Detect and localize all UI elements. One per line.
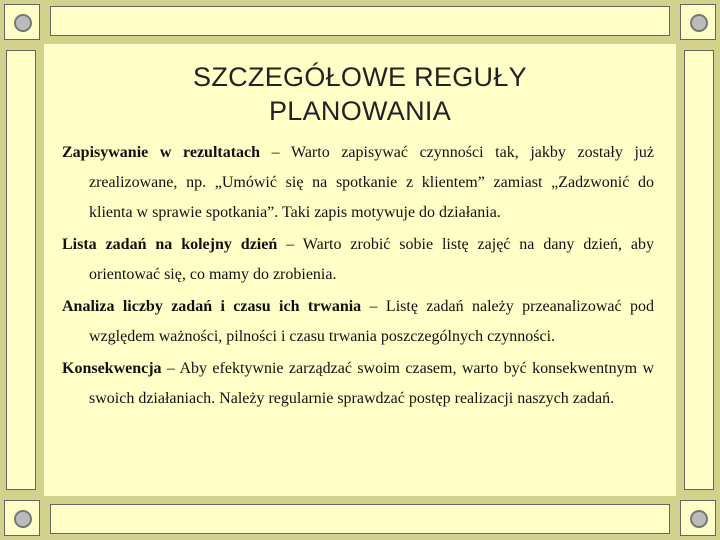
- frame-rail-right: [684, 50, 714, 490]
- corner-rivet-icon: [680, 4, 716, 40]
- slide-title: [44, 60, 676, 128]
- rule-paragraph: [62, 292, 654, 352]
- corner-rivet-icon: [4, 500, 40, 536]
- slide-title-line-1: SZCZEGÓŁOWE REGUŁY: [193, 62, 527, 92]
- frame-rail-bottom: [50, 504, 670, 534]
- rule-description: – Aby efektywnie zarządzać swoim czasem, warto być konsekwentnym w swoich działaniach. Należy regularnie sprawdzać postęp realizacji naszych zadań.: [89, 360, 654, 407]
- rule-term: Konsekwencja: [62, 360, 162, 377]
- slide-title-line-2: PLANOWANIA: [268, 96, 452, 126]
- frame-rail-left: [6, 50, 36, 490]
- rule-description: – Warto zrobić sobie listę zajęć na dany dzień, aby orientować się, co mamy do zrobienia.: [89, 236, 655, 283]
- rule-term: Analiza liczby zadań i czasu ich trwania: [62, 298, 362, 315]
- slide-body: [62, 138, 654, 416]
- corner-rivet-icon: [680, 500, 716, 536]
- rule-term: Lista zadań na kolejny dzień: [62, 236, 278, 253]
- rule-term: Zapisywanie w rezultatach: [62, 144, 261, 161]
- rule-paragraph: [62, 230, 654, 290]
- corner-rivet-icon: [4, 4, 40, 40]
- rule-paragraph: [62, 354, 654, 414]
- rule-description: – Listę zadań należy przeanalizować pod względem ważności, pilności i czasu trwania poszczególnych czynności.: [89, 298, 654, 345]
- rule-description: – Warto zapisywać czynności tak, jakby zostały już zrealizowane, np. „Umówić się na spotkanie z klientem” zamiast „Zadzwonić do klienta w sprawie spotkania”. Taki zapis motywuje do działania.: [89, 144, 655, 221]
- rule-paragraph: [62, 138, 654, 228]
- slide-content: [44, 44, 676, 496]
- frame-rail-top: [50, 6, 670, 36]
